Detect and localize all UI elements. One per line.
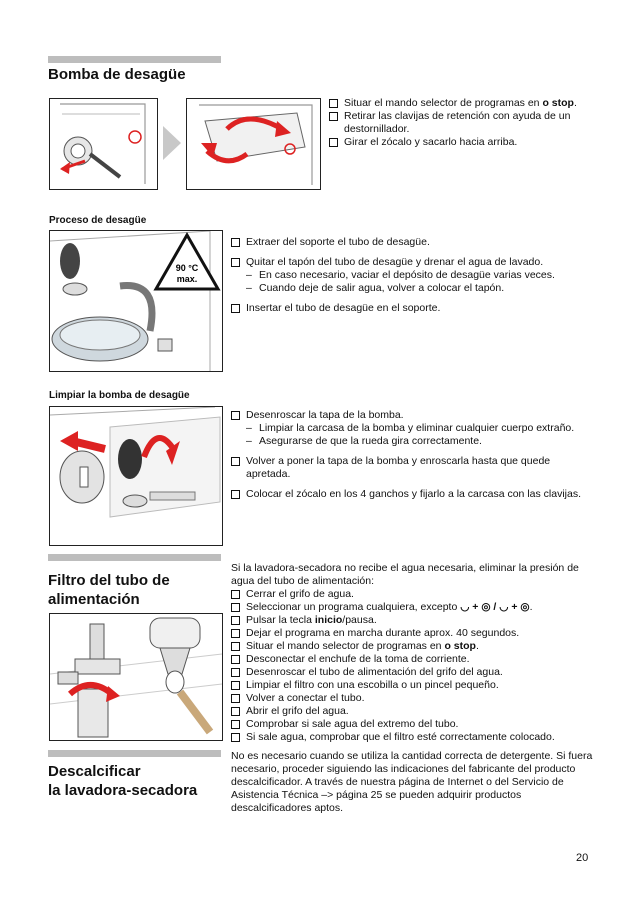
title-line: Descalcificar <box>48 763 141 780</box>
checkbox-bullet-icon <box>231 238 240 247</box>
checkbox-bullet-icon <box>231 603 240 612</box>
list-item <box>231 718 591 731</box>
checkbox-bullet-icon <box>231 304 240 313</box>
list-item <box>231 627 591 640</box>
checkbox-bullet-icon <box>231 490 240 499</box>
list-item <box>231 455 591 481</box>
list-subitem <box>231 282 591 295</box>
section-divider <box>48 750 221 757</box>
illustration-inlet-filter <box>49 613 223 741</box>
dash-bullet: – <box>246 282 252 294</box>
item-text: Comprobar si sale agua del extremo del tubo. <box>246 718 459 730</box>
proceso-steps <box>231 236 591 315</box>
checkbox-bullet-icon <box>231 681 240 690</box>
item-text: Limpiar la carcasa de la bomba y eliminar cualquier cuerpo extraño. <box>259 422 575 434</box>
item-text: Volver a conectar el tubo. <box>246 692 365 704</box>
item-text: . <box>529 601 533 613</box>
item-text: . <box>475 640 479 652</box>
item-text: Extraer del soporte el tubo de desagüe. <box>246 236 430 248</box>
section-divider <box>48 554 221 561</box>
item-text: Situar el mando selector de programas en <box>344 97 543 109</box>
subsection-title-limpiar: Limpiar la bomba de desagüe <box>49 390 190 401</box>
filtro-steps <box>231 588 591 744</box>
checkbox-bullet-icon <box>329 112 338 121</box>
checkbox-bullet-icon <box>231 411 240 420</box>
illustration-drain-hose <box>49 230 223 372</box>
list-item <box>231 666 591 679</box>
item-text: Seleccionar un programa cualquiera, excepto <box>246 601 461 613</box>
item-text: . <box>573 97 577 109</box>
item-text: Desconectar el enchufe de la toma de corriente. <box>246 653 470 665</box>
item-text: Abrir el grifo del agua. <box>246 705 349 717</box>
filtro-intro: Si la lavadora-secadora no recibe el agua necesaria, eliminar la presión de agua del tubo de alimentación: <box>231 562 579 587</box>
checkbox-bullet-icon <box>231 720 240 729</box>
limpiar-steps <box>231 409 591 501</box>
item-text: Colocar el zócalo en los 4 ganchos y fijarlo a la carcasa con las clavijas. <box>246 488 582 500</box>
item-text: Situar el mando selector de programas en <box>246 640 445 652</box>
list-item <box>231 601 591 614</box>
list-subitem <box>231 269 591 282</box>
list-item <box>329 110 591 136</box>
list-item <box>231 588 591 601</box>
item-text: Volver a poner la tapa de la bomba y enroscarla hasta que quede apretada. <box>246 455 551 480</box>
item-text: Dejar el programa en marcha durante aprox. 40 segundos. <box>246 627 520 639</box>
list-item <box>231 409 591 422</box>
checkbox-bullet-icon <box>231 629 240 638</box>
list-subitem <box>231 435 591 448</box>
list-item <box>231 692 591 705</box>
warning-max-label: max. <box>176 274 198 284</box>
item-bold: o stop <box>444 640 476 652</box>
step-arrow-icon <box>163 126 181 165</box>
dash-bullet: – <box>246 435 252 447</box>
checkbox-bullet-icon <box>231 642 240 651</box>
item-text: Pulsar la tecla <box>246 614 315 626</box>
item-text: Desenroscar el tubo de alimentación del grifo del agua. <box>246 666 503 678</box>
item-text: Insertar el tubo de desagüe en el soporte. <box>246 302 441 314</box>
item-text: Limpiar el filtro con una escobilla o un pincel pequeño. <box>246 679 499 691</box>
program-symbols-icon: ◡ + ◎ / ◡ + ◎ <box>460 601 530 613</box>
list-item <box>231 614 591 627</box>
item-bold: inicio <box>314 614 343 626</box>
descalcificar-text: No es necesario cuando se utiliza la cantidad correcta de detergente. Si fuera necesario, proceder siguiendo las indicaciones del fabricante del producto descalcificador. A través de nuestra página de Internet o del Servicio de Asistencia Técnica –> página 25 se pueden adquirir productos descalcificadores aptos. <box>231 750 593 814</box>
list-item <box>231 640 591 653</box>
checkbox-bullet-icon <box>231 616 240 625</box>
list-item <box>231 236 591 249</box>
checkbox-bullet-icon <box>231 694 240 703</box>
item-text: Retirar las clavijas de retención con ayuda de un destornillador. <box>344 110 571 135</box>
illustration-remove-pins <box>49 98 158 190</box>
list-item <box>231 679 591 692</box>
checkbox-bullet-icon <box>231 258 240 267</box>
warning-temp-label: 90 °C <box>175 263 199 273</box>
subsection-title-proceso: Proceso de desagüe <box>49 215 147 226</box>
item-text: Desenroscar la tapa de la bomba. <box>246 409 404 421</box>
dash-bullet: – <box>246 422 252 434</box>
illustration-pump-cap <box>49 406 223 546</box>
item-text: Quitar el tapón del tubo de desagüe y drenar el agua de lavado. <box>246 256 544 268</box>
list-item <box>231 302 591 315</box>
bomba-steps <box>329 97 591 149</box>
list-item <box>231 653 591 666</box>
list-item <box>231 256 591 269</box>
checkbox-bullet-icon <box>231 590 240 599</box>
item-text: En caso necesario, vaciar el depósito de desagüe varias veces. <box>259 269 555 281</box>
item-bold: o stop <box>542 97 574 109</box>
list-item <box>329 136 591 149</box>
item-text: Girar el zócalo y sacarlo hacia arriba. <box>344 136 518 148</box>
item-text: Cerrar el grifo de agua. <box>246 588 354 600</box>
section-divider <box>48 56 221 63</box>
checkbox-bullet-icon <box>329 99 338 108</box>
item-text: Si sale agua, comprobar que el filtro esté correctamente colocado. <box>246 731 555 743</box>
checkbox-bullet-icon <box>231 668 240 677</box>
dash-bullet: – <box>246 269 252 281</box>
illustration-remove-plinth <box>186 98 321 190</box>
list-item <box>231 488 591 501</box>
title-line: la lavadora-secadora <box>48 782 198 799</box>
checkbox-bullet-icon <box>231 733 240 742</box>
item-text: Cuando deje de salir agua, volver a colocar el tapón. <box>259 282 505 294</box>
section-title-bomba: Bomba de desagüe <box>48 66 186 83</box>
list-subitem <box>231 422 591 435</box>
section-title-filtro <box>48 571 170 609</box>
checkbox-bullet-icon <box>329 138 338 147</box>
list-item <box>329 97 591 110</box>
checkbox-bullet-icon <box>231 655 240 664</box>
section-title-descalcificar <box>48 762 197 800</box>
title-line: Filtro del tubo de <box>48 572 170 589</box>
title-line: alimentación <box>48 591 140 608</box>
checkbox-bullet-icon <box>231 457 240 466</box>
page-number: 20 <box>576 852 589 864</box>
item-text: Asegurarse de que la rueda gira correctamente. <box>259 435 482 447</box>
list-item <box>231 731 591 744</box>
checkbox-bullet-icon <box>231 707 240 716</box>
item-text: /pausa. <box>342 614 377 626</box>
list-item <box>231 705 591 718</box>
